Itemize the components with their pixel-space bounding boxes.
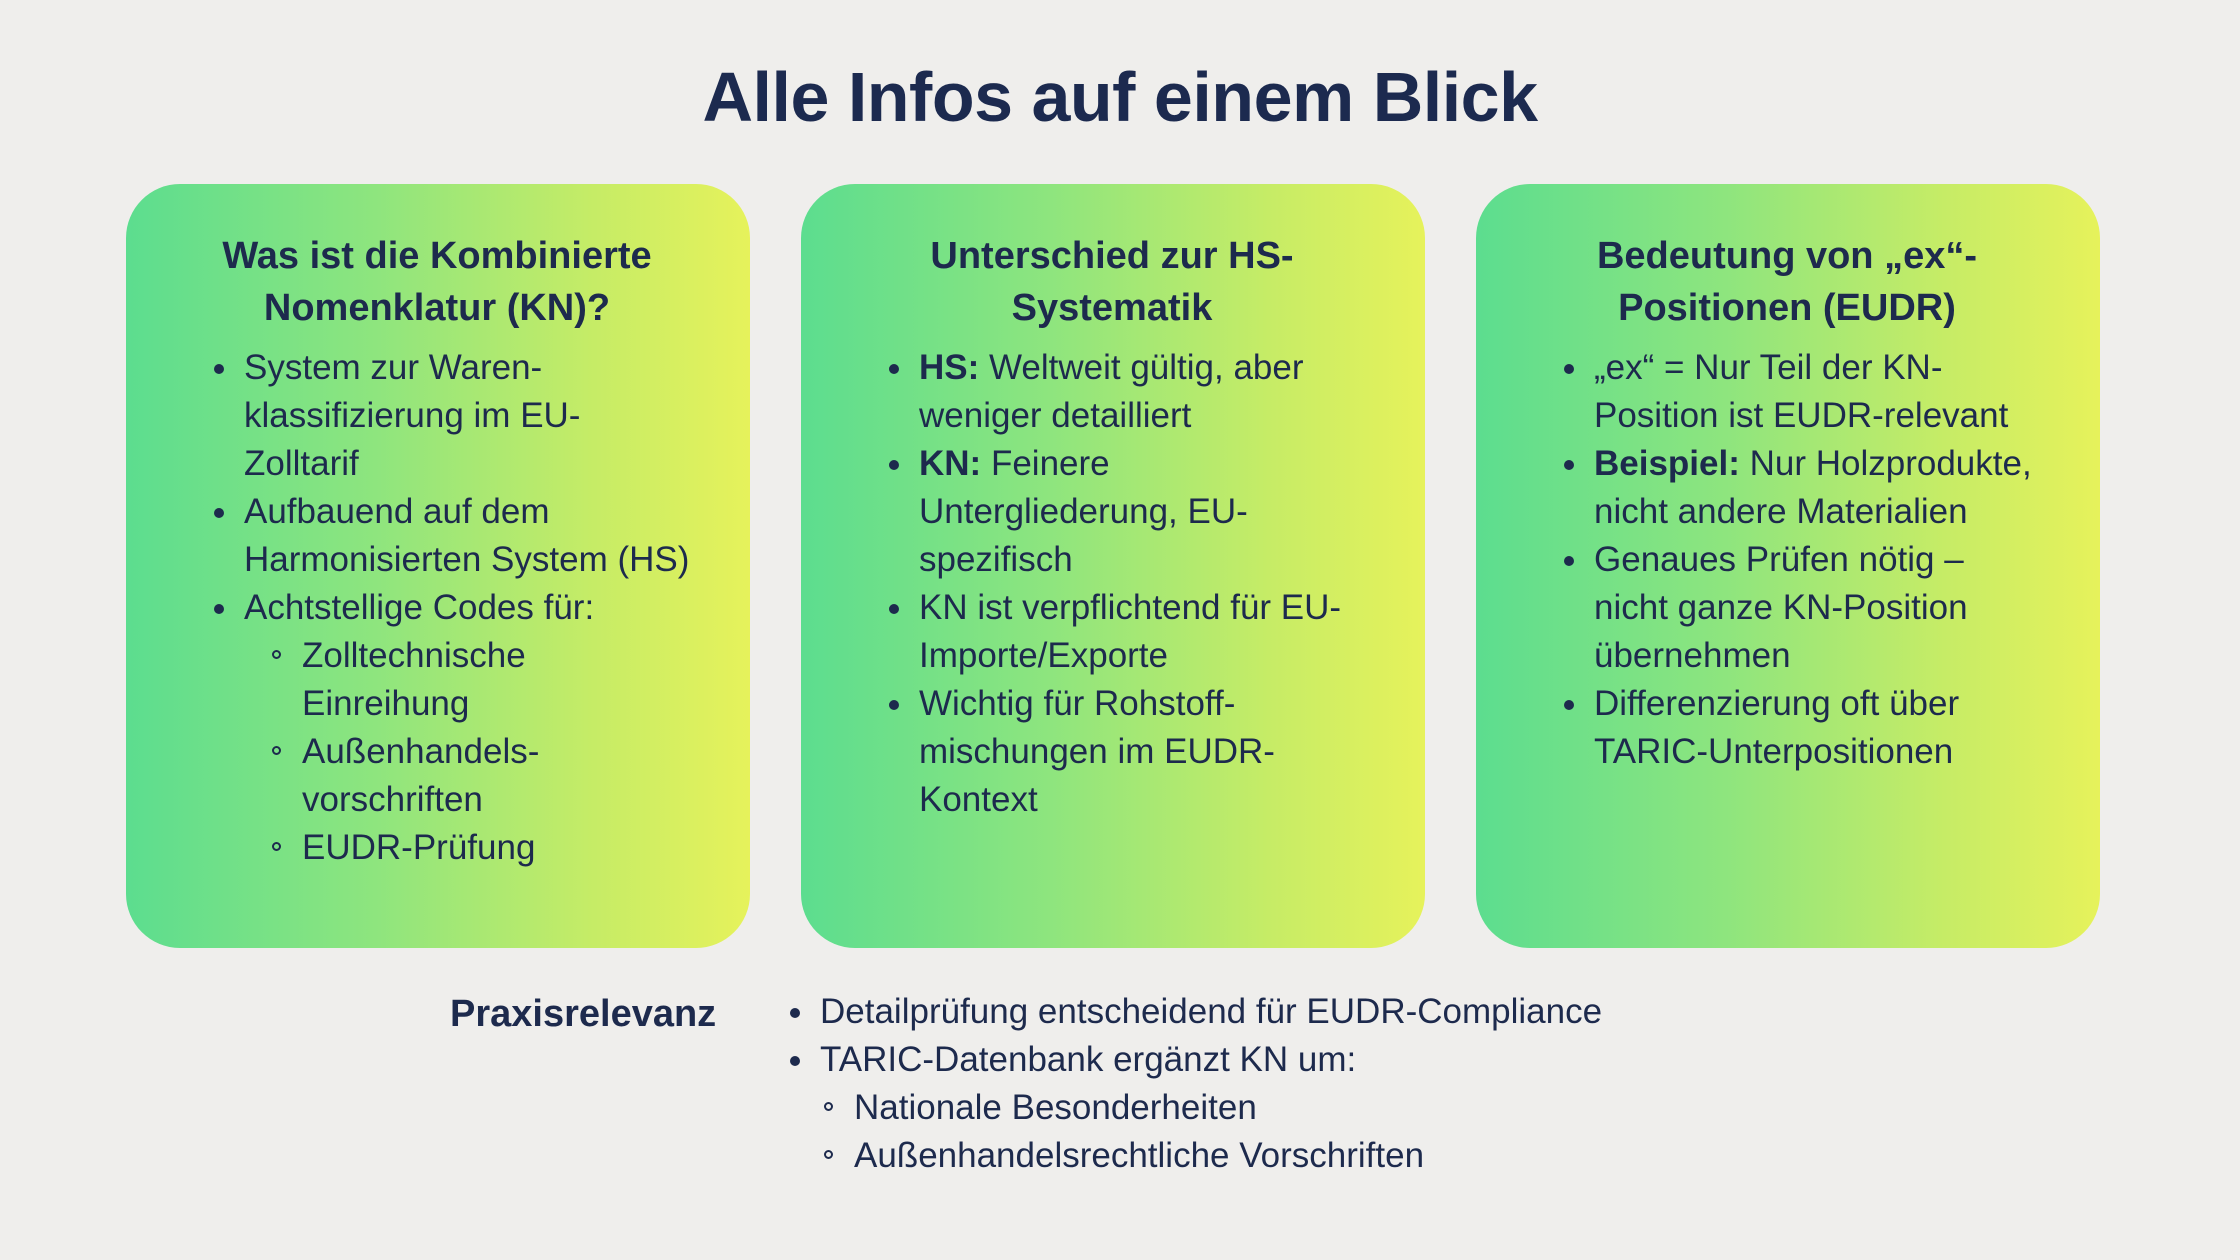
sub-list-item: Nationale Besonderheiten <box>854 1084 1986 1132</box>
list-item-bold: HS: <box>919 348 980 387</box>
list-item-text: Feinere Untergliederung, EU-spezifisch <box>919 444 1248 579</box>
sub-list-item: Außenhandelsrechtliche Vorschriften <box>854 1132 1986 1180</box>
list-item <box>1594 440 2044 536</box>
list-item: KN ist verpflichtend für EU-Importe/Exporte <box>919 584 1369 680</box>
list-item-text: TARIC-Datenbank ergänzt KN um: <box>820 1040 1357 1079</box>
sub-list-item: Zolltechnische Einreihung <box>302 632 694 728</box>
bullet-list <box>210 344 694 872</box>
praxis-section <box>786 988 1986 1180</box>
list-item: Detailprüfung entscheidend für EUDR-Compliance <box>820 988 1986 1036</box>
sub-list-item: Außenhandels-vorschriften <box>302 728 694 824</box>
list-item <box>919 440 1369 584</box>
card-hs-difference <box>801 184 1425 948</box>
card-heading: Bedeutung von „ex“-Positionen (EUDR) <box>1596 235 1978 329</box>
card-kn-definition <box>126 184 750 948</box>
card-ex-positions <box>1476 184 2100 948</box>
list-item: „ex“ = Nur Teil der KN-Position ist EUDR-relevant <box>1594 344 2044 440</box>
list-item: Wichtig für Rohstoff-mischungen im EUDR-Kontext <box>919 680 1369 824</box>
bullet-list <box>885 344 1369 824</box>
bullet-list <box>786 988 1986 1180</box>
list-item: Aufbauend auf dem Harmonisierten System (HS) <box>244 488 694 584</box>
sub-list <box>244 632 694 872</box>
list-item: Genaues Prüfen nötig – nicht ganze KN-Position übernehmen <box>1594 536 2044 680</box>
list-item-text: Achtstellige Codes für: <box>244 588 595 627</box>
card-heading: Unterschied zur HS-Systematik <box>930 235 1294 329</box>
list-item-text: Weltweit gültig, aber weniger detailliert <box>919 348 1304 435</box>
bullet-list <box>1560 344 2044 776</box>
sub-list-item: EUDR-Prüfung <box>302 824 694 872</box>
page-title: Alle Infos auf einem Blick <box>702 58 1538 136</box>
list-item <box>244 584 694 872</box>
list-item-bold: KN: <box>919 444 982 483</box>
list-item-text: Nur Holzprodukte, nicht andere Materialien <box>1594 444 2032 531</box>
list-item: Differenzierung oft über TARIC-Unterpositionen <box>1594 680 2044 776</box>
sub-list <box>820 1084 1986 1180</box>
list-item-bold: Beispiel: <box>1594 444 1740 483</box>
list-item <box>820 1036 1986 1180</box>
card-heading: Was ist die Kombinierte Nomenklatur (KN)? <box>222 235 652 329</box>
praxis-label: Praxisrelevanz <box>450 993 717 1035</box>
list-item: System zur Waren-klassifizierung im EU-Zolltarif <box>244 344 694 488</box>
list-item <box>919 344 1369 440</box>
